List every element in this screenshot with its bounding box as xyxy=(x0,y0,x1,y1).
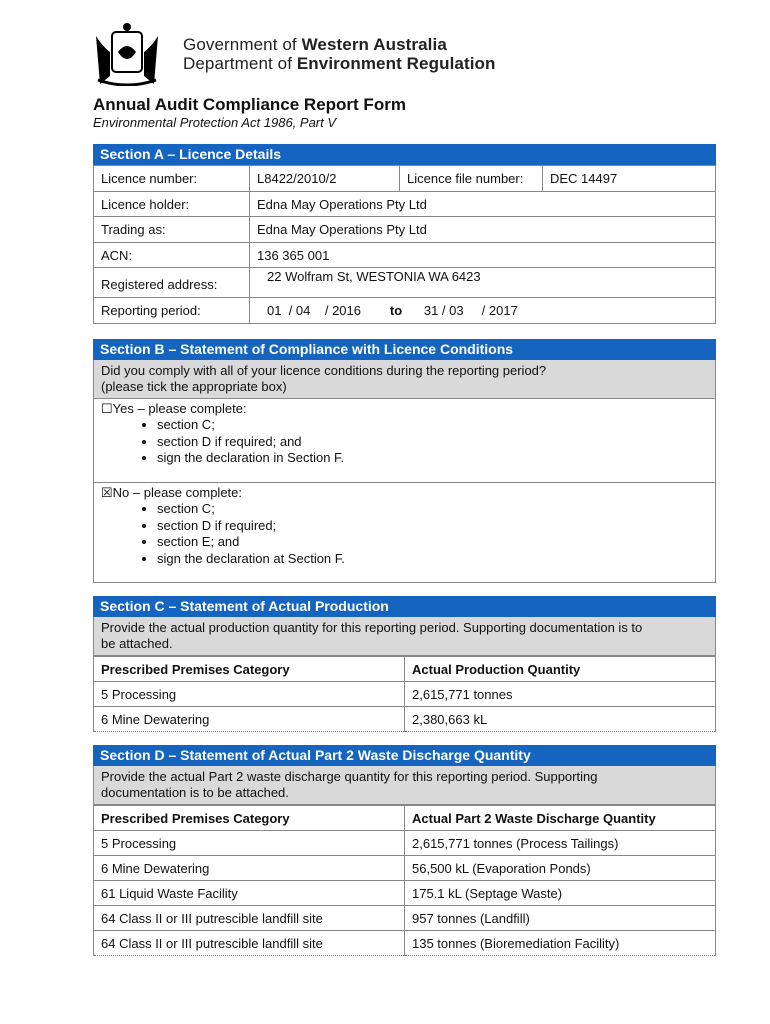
table-row xyxy=(94,831,716,856)
category-cell: 64 Class II or III putrescible landfill site xyxy=(94,906,405,931)
discharge-table xyxy=(93,805,716,956)
period-to-month[interactable]: 03 xyxy=(449,303,464,318)
period-to-year[interactable]: 2017 xyxy=(488,303,518,318)
quantity-cell[interactable]: 175.1 kL (Septage Waste) xyxy=(405,881,716,906)
section-d xyxy=(93,745,716,956)
list-item: • section D if required; xyxy=(157,518,708,535)
section-c xyxy=(93,596,716,732)
quantity-cell[interactable]: 2,615,771 tonnes (Process Tailings) xyxy=(405,831,716,856)
yes-list xyxy=(101,417,708,467)
no-label: No – please complete: xyxy=(112,485,243,500)
government-name: Government of Western Australia xyxy=(183,35,447,54)
section-d-heading: Section D – Statement of Actual Part 2 Waste Discharge Quantity xyxy=(93,745,716,766)
quantity-cell[interactable]: 56,500 kL (Evaporation Ponds) xyxy=(405,856,716,881)
form-subtitle: Environmental Protection Act 1986, Part V xyxy=(93,115,337,130)
production-intro xyxy=(93,617,716,656)
table-row xyxy=(94,906,716,931)
section-c-heading: Section C – Statement of Actual Production xyxy=(93,596,716,617)
production-col-category: Prescribed Premises Category xyxy=(94,657,405,682)
quantity-cell[interactable]: 135 tonnes (Bioremediation Facility) xyxy=(405,931,716,956)
period-field[interactable]: 01 / 04 / 2016 to 31 / 03 / 2017 xyxy=(250,298,716,324)
list-item: • section D if required; and xyxy=(157,434,708,451)
category-cell: 5 Processing xyxy=(94,831,405,856)
period-from-year[interactable]: 2016 xyxy=(332,303,361,318)
yes-checkbox[interactable]: ☐ xyxy=(101,401,113,416)
quantity-cell[interactable]: 2,615,771 tonnes xyxy=(405,682,716,707)
agency-header xyxy=(88,22,508,88)
trading-field[interactable]: Edna May Operations Pty Ltd xyxy=(250,217,716,243)
discharge-col-category: Prescribed Premises Category xyxy=(94,806,405,831)
discharge-col-quantity: Actual Part 2 Waste Discharge Quantity xyxy=(405,806,716,831)
category-cell: 6 Mine Dewatering xyxy=(94,856,405,881)
category-cell: 64 Class II or III putrescible landfill site xyxy=(94,931,405,956)
yes-option xyxy=(93,399,716,483)
category-cell: 61 Liquid Waste Facility xyxy=(94,881,405,906)
licence-number-label: Licence number: xyxy=(94,166,250,192)
compliance-question-line1: Did you comply with all of your licence conditions during the reporting period? xyxy=(101,363,547,378)
department-name: Department of Environment Regulation xyxy=(183,54,496,73)
compliance-question xyxy=(93,360,716,399)
list-item: • sign the declaration at Section F. xyxy=(157,551,708,568)
coat-of-arms-icon xyxy=(88,22,166,86)
list-item: • section C; xyxy=(157,501,708,518)
holder-field[interactable]: Edna May Operations Pty Ltd xyxy=(250,192,716,217)
table-row xyxy=(94,931,716,956)
production-col-quantity: Actual Production Quantity xyxy=(405,657,716,682)
discharge-intro-line2: documentation is to be attached. xyxy=(101,785,289,800)
yes-label: Yes – please complete: xyxy=(112,401,247,416)
list-item: • section E; and xyxy=(157,534,708,551)
quantity-cell[interactable]: 2,380,663 kL xyxy=(405,707,716,732)
list-item: • sign the declaration in Section F. xyxy=(157,450,708,467)
production-table xyxy=(93,656,716,732)
form-title: Annual Audit Compliance Report Form xyxy=(93,95,406,114)
table-row xyxy=(94,856,716,881)
period-label: Reporting period: xyxy=(94,298,250,324)
trading-label: Trading as: xyxy=(94,217,250,243)
section-a xyxy=(93,144,716,324)
no-list xyxy=(101,501,708,567)
licence-file-label: Licence file number: xyxy=(400,166,543,192)
category-cell: 5 Processing xyxy=(94,682,405,707)
acn-label: ACN: xyxy=(94,243,250,268)
section-b xyxy=(93,339,716,583)
licence-file-field[interactable]: DEC 14497 xyxy=(543,166,716,192)
holder-label: Licence holder: xyxy=(94,192,250,217)
section-b-heading: Section B – Statement of Compliance with Licence Conditions xyxy=(93,339,716,360)
production-intro-line1: Provide the actual production quantity for this reporting period. Supporting documentation is to xyxy=(101,620,643,635)
discharge-intro xyxy=(93,766,716,805)
list-item: • section C; xyxy=(157,417,708,434)
compliance-question-line2: (please tick the appropriate box) xyxy=(101,379,287,394)
section-a-heading: Section A – Licence Details xyxy=(93,144,716,165)
category-cell: 6 Mine Dewatering xyxy=(94,707,405,732)
production-intro-line2: be attached. xyxy=(101,636,173,651)
period-from-month[interactable]: 04 xyxy=(295,303,311,318)
table-row xyxy=(94,881,716,906)
table-row xyxy=(94,707,716,732)
acn-field[interactable]: 136 365 001 xyxy=(250,243,716,268)
no-option xyxy=(93,483,716,583)
address-label: Registered address: xyxy=(94,268,250,298)
address-field[interactable]: 22 Wolfram St, WESTONIA WA 6423 xyxy=(250,268,716,298)
period-to-label: to xyxy=(389,303,403,318)
period-from-day[interactable]: 01 xyxy=(267,303,282,318)
licence-details-table xyxy=(93,165,716,324)
licence-number-field[interactable]: L8422/2010/2 xyxy=(250,166,400,192)
table-row xyxy=(94,682,716,707)
quantity-cell[interactable]: 957 tonnes (Landfill) xyxy=(405,906,716,931)
discharge-intro-line1: Provide the actual Part 2 waste discharge quantity for this reporting period. Supporting xyxy=(101,769,598,784)
period-to-day[interactable]: 31 xyxy=(423,303,439,318)
no-checkbox[interactable]: ☒ xyxy=(101,485,113,500)
